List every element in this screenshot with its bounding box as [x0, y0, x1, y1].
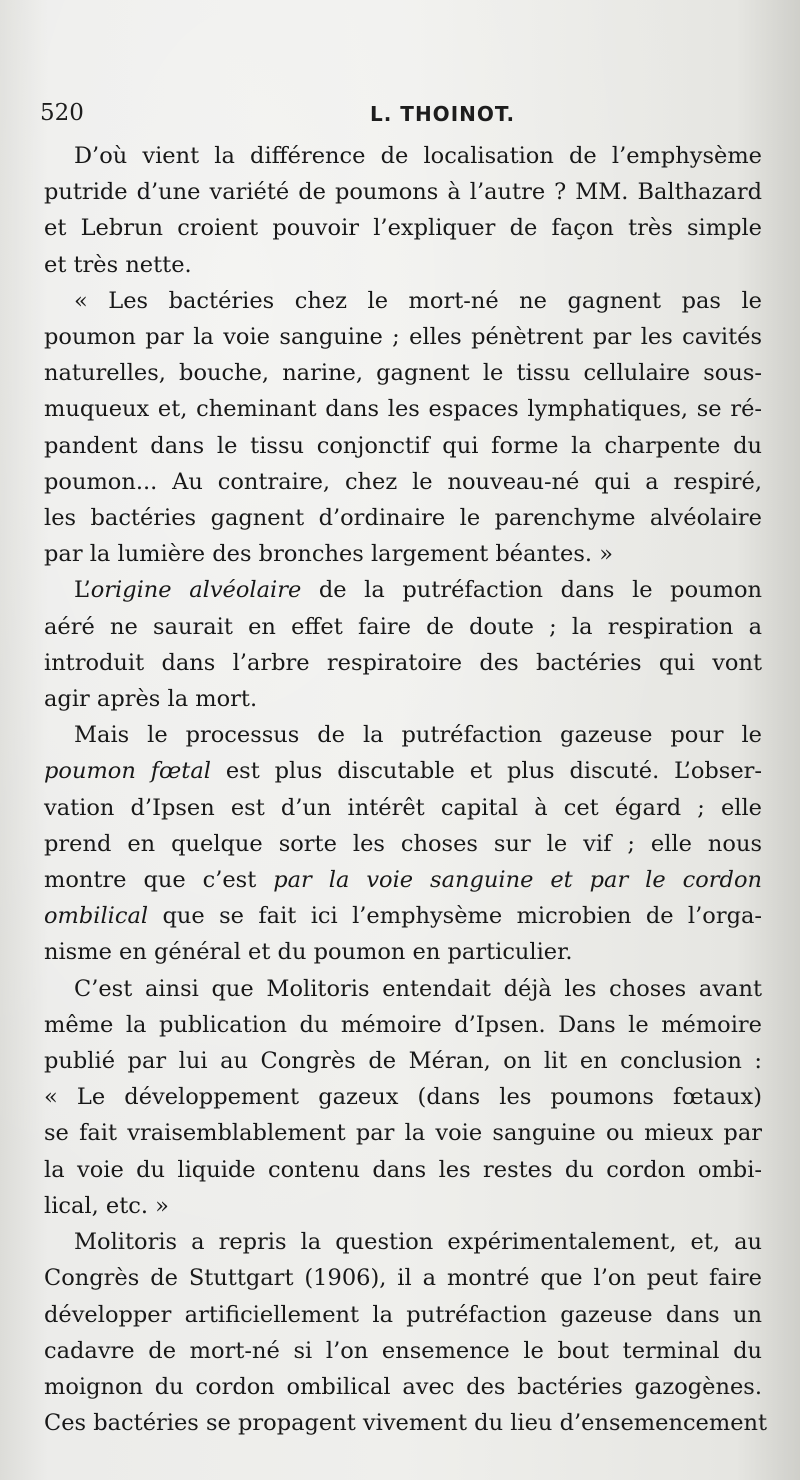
text-line: agir après la mort. — [44, 686, 258, 713]
page-number: 520 — [40, 100, 84, 126]
text-line — [44, 753, 762, 789]
text-run: L’ — [74, 577, 91, 604]
text-line: publié par lui au Congrès de Méran, on lit en conclusion : — [44, 1048, 762, 1075]
text-line: prend en quelque sorte les choses sur le vif ; elle nous — [44, 830, 762, 857]
text-line: cadavre de mort-né si l’on ensemence le bout terminal du — [44, 1337, 762, 1364]
text-line: Ces bactéries se propagent vivement du lieu d’ensemencement — [44, 1410, 768, 1437]
text-line: par la lumière des bronches largement béantes. » — [44, 541, 613, 568]
text-line: les bactéries gagnent d’ordinaire le parenchyme alvéolaire — [44, 505, 762, 532]
text-line: introduit dans l’arbre respiratoire des bactéries qui vont — [44, 649, 762, 676]
text-line: putride d’une variété de poumons à l’autre ? MM. Balthazard — [44, 179, 762, 206]
text-line: la voie du liquide contenu dans les restes du cordon ombi- — [44, 1156, 762, 1183]
paragraph — [44, 971, 762, 1224]
text-line: aéré ne saurait en effet faire de doute ; la respiration a — [44, 613, 762, 640]
paragraph — [44, 572, 762, 717]
page-header — [40, 98, 760, 132]
text-line: moignon du cordon ombilical avec des bactéries gazogènes. — [44, 1373, 762, 1400]
text-run: de la putréfaction dans le poumon — [301, 577, 762, 604]
italic-text: poumon fœtal — [44, 758, 211, 785]
text-line — [44, 572, 762, 608]
text-run: que se fait ici l’emphysème microbien de l’orga- — [148, 903, 762, 930]
text-line: se fait vraisemblablement par la voie sanguine ou mieux par — [44, 1120, 762, 1147]
text-line: et très nette. — [44, 251, 192, 278]
text-line: C’est ainsi que Molitoris entendait déjà les choses avant — [74, 975, 762, 1002]
italic-text: par la voie sanguine et par le cordon — [273, 867, 762, 894]
text-line: Congrès de Stuttgart (1906), il a montré que l’on peut faire — [44, 1265, 762, 1292]
paragraph — [44, 717, 762, 970]
text-line: Mais le processus de la putréfaction gazeuse pour le — [74, 722, 762, 749]
text-line: D’où vient la différence de localisation de l’emphysème — [74, 143, 762, 169]
text-line — [44, 862, 762, 898]
text-line: lical, etc. » — [44, 1192, 169, 1219]
body-text — [44, 138, 768, 1441]
text-line: Molitoris a repris la question expérimentalement, et, au — [74, 1229, 762, 1256]
text-line: pandent dans le tissu conjonctif qui forme la charpente du — [44, 432, 762, 459]
text-line: même la publication du mémoire d’Ipsen. Dans le mémoire — [44, 1011, 762, 1038]
text-line: poumon... Au contraire, chez le nouveau-né qui a respiré, — [44, 468, 762, 495]
text-line: muqueux et, cheminant dans les espaces lymphatiques, se ré- — [44, 396, 762, 423]
italic-text: origine alvéolaire — [90, 577, 302, 604]
text-run: est plus discutable et plus discuté. L’obser- — [210, 758, 762, 785]
text-line — [44, 898, 762, 934]
text-line: nisme en général et du poumon en particulier. — [44, 939, 573, 966]
text-line: poumon par la voie sanguine ; elles pénètrent par les cavités — [44, 324, 762, 351]
paragraph — [44, 1224, 768, 1441]
italic-text: ombilical — [44, 903, 149, 930]
text-line: et Lebrun croient pouvoir l’expliquer de façon très simple — [44, 215, 762, 242]
text-line: développer artificiellement la putréfaction gazeuse dans un — [44, 1301, 762, 1328]
text-line: naturelles, bouche, narine, gagnent le tissu cellulaire sous- — [44, 360, 762, 387]
paragraph-quote — [44, 283, 762, 573]
text-line: vation d’Ipsen est d’un intérêt capital à cet égard ; elle — [44, 794, 762, 821]
text-line: « Les bactéries chez le mort-né ne gagnent pas le — [74, 287, 762, 314]
text-line: « Le développement gazeux (dans les poumons fœtaux) — [44, 1084, 762, 1111]
running-head: L. THOINOT. — [370, 102, 516, 126]
paragraph — [44, 138, 762, 283]
text-run: montre que c’est — [44, 867, 274, 894]
